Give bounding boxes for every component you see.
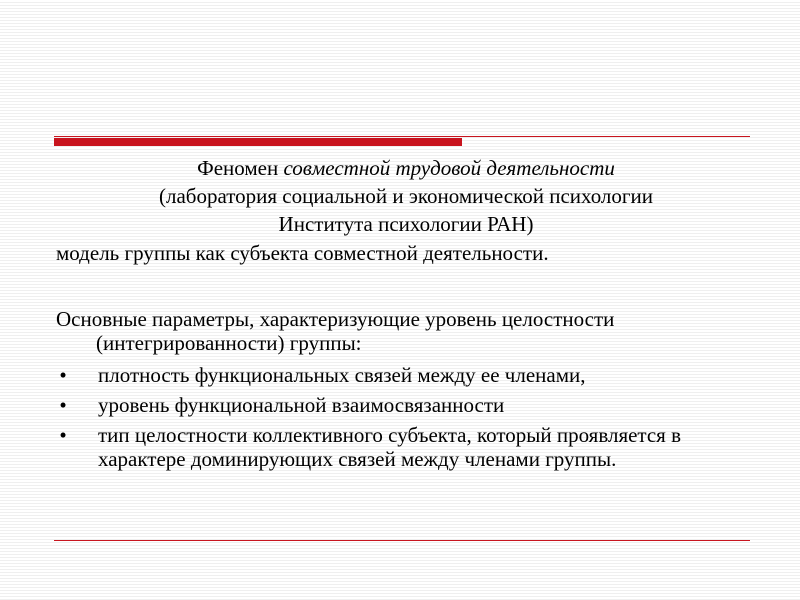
bullet-icon: • <box>59 423 67 447</box>
parameters-intro: Основные параметры, характеризующие уровень целостности (интегрированности) группы: <box>56 307 615 355</box>
list-item <box>56 423 756 471</box>
model-statement: модель группы как субъекта совместной деятельности. <box>56 241 549 265</box>
spacer <box>56 267 756 307</box>
list-item-text: плотность функциональных связей между ее членами, <box>98 363 586 387</box>
subtitle-line-1: (лаборатория социальной и экономической психологии <box>158 184 654 208</box>
parameters-list <box>56 363 756 471</box>
title-italic: совместной трудовой деятельности <box>283 156 615 180</box>
top-divider-thin <box>54 136 750 137</box>
list-item <box>56 363 756 387</box>
slide-content <box>56 154 756 477</box>
top-divider-thick <box>54 138 462 146</box>
list-item-text: тип целостности коллективного субъекта, который проявляется в характере доминирующих связей между членами группы. <box>98 423 682 471</box>
subtitle-line-2: Института психологии РАН) <box>278 212 534 236</box>
slide-title <box>56 154 756 182</box>
bullet-icon: • <box>59 363 67 387</box>
list-item <box>56 393 756 417</box>
bullet-icon: • <box>59 393 67 417</box>
bottom-divider <box>54 540 750 541</box>
list-item-text: уровень функциональной взаимосвязанности <box>98 393 505 417</box>
title-plain: Феномен <box>197 156 284 180</box>
title-block <box>56 154 756 238</box>
